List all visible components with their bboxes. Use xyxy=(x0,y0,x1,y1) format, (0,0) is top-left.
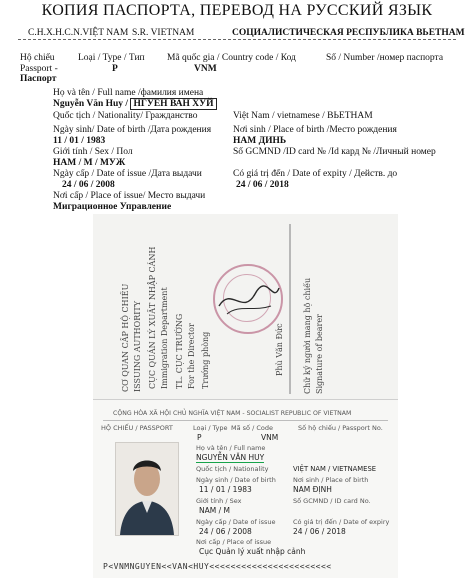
authority-text-2: ISSUING AUTHORITY xyxy=(133,300,142,392)
pob-value: НАМ ДИНЬ xyxy=(233,136,287,146)
scan-number-label: Số hộ chiếu / Passport No. xyxy=(298,424,383,432)
scan-issue-place-value: Cục Quản lý xuất nhập cảnh xyxy=(199,547,306,556)
officer-name: Phù Văn Đức xyxy=(275,323,284,376)
scan-dob-value: 11 / 01 / 1983 xyxy=(199,485,252,494)
page-fold xyxy=(289,224,291,394)
type-label: Loại / Type / Тип xyxy=(78,53,145,63)
authority-text-5: TL. CỤC TRƯỞNG xyxy=(175,313,184,389)
country-code-value: VNM xyxy=(194,64,217,74)
scan-name-value: NGUYỄN VĂN HUY xyxy=(196,453,265,462)
full-name-russian: НГУЕН ВАН ХУЙ xyxy=(130,98,216,110)
issue-date-value: 24 / 06 / 2008 xyxy=(62,180,115,190)
scan-name-label: Họ và tên / Full name xyxy=(196,444,266,452)
mrz-line: P<VNMNGUYEN<<VAN<HUY<<<<<<<<<<<<<<<<<<<<<<< xyxy=(103,562,332,571)
scan-code-label: Mã số / Code xyxy=(231,424,273,432)
full-name-latin: Nguyễn Văn Huy xyxy=(53,99,124,109)
sex-label: Giới tính / Sex / Пол xyxy=(53,147,133,157)
nationality-value: Việt Nam / vietnamese / ВЬЕТНАМ xyxy=(233,111,373,121)
scan-sex-label: Giới tính / Sex xyxy=(196,497,242,505)
scan-nationality-value: VIỆT NAM / VIETNAMESE xyxy=(293,465,377,473)
header-right: СОЦИАЛИСТИЧЕСКАЯ РЕСПУБЛИКА ВЬЕТНАМ xyxy=(232,28,465,38)
header-divider xyxy=(18,39,456,40)
full-name-value xyxy=(53,99,217,110)
scan-passport-label: HỘ CHIẾU / PASSPORT xyxy=(101,424,173,432)
authority-text-6: For the Director xyxy=(187,323,196,389)
republic-header: CỘNG HÒA XÃ HỘI CHỦ NGHĨA VIỆT NAM - SOCIALIST REPUBLIC OF VIETNAM xyxy=(113,410,352,417)
dob-label: Ngày sinh/ Date of birth /Дата рождения xyxy=(53,125,212,135)
header-left: C.H.X.H.C.N.VIỆT NAM xyxy=(28,28,129,38)
full-name-label: Họ và tên / Full name /фамилия имена xyxy=(53,88,204,98)
bearer-signature-en: Signature of bearer xyxy=(315,314,324,394)
issue-place-value: Миграционное Управление xyxy=(53,202,172,212)
bearer-signature-vn: Chữ ký người mang hộ chiếu xyxy=(303,277,312,394)
scan-id-label: Số GCMND / ID card No. xyxy=(293,497,371,505)
scan-pob-label: Nơi sinh / Place of birth xyxy=(293,476,369,484)
country-code-label: Mã quốc gia / Country code / Код xyxy=(167,53,296,63)
nationality-label: Quốc tịch / Nationality/ Гражданство xyxy=(53,111,198,121)
id-card-label: Số GCMND /ID card № /Id кард № /Личный номер xyxy=(233,147,436,157)
passport-number-label: Số / Number /номер паспорта xyxy=(326,53,444,63)
scan-dob-label: Ngày sinh / Date of birth xyxy=(196,476,276,484)
scan-expiry-label: Có giá trị đến / Date of expiry xyxy=(293,518,390,526)
scan-issue-label: Ngày cấp / Date of issue xyxy=(196,518,276,526)
issue-date-label: Ngày cấp / Date of issue /Дата выдачи xyxy=(53,169,202,179)
passport-label-vn: Hộ chiếu xyxy=(20,53,55,63)
scan-type-label: Loại / Type xyxy=(193,424,228,432)
holder-photo xyxy=(115,442,179,536)
full-name-separator: / xyxy=(125,99,129,109)
authority-text-4: Immigration Department xyxy=(160,287,169,389)
header-middle: S.R. VIETNAM xyxy=(132,28,195,38)
document-title: КОПИЯ ПАСПОРТА, ПЕРЕВОД НА РУССКИЙ ЯЗЫК xyxy=(41,2,433,19)
portrait-icon xyxy=(116,443,178,535)
authority-text-7: Trưởng phòng xyxy=(201,331,210,389)
scan-pob-value: NAM ĐỊNH xyxy=(293,485,332,494)
authority-text-1: CƠ QUAN CẤP HỘ CHIẾU xyxy=(121,283,130,392)
officer-signature xyxy=(213,276,283,326)
scan-sex-value: NAM / M xyxy=(199,506,230,515)
authority-text-3: CỤC QUẢN LÝ XUẤT NHẬP CẢNH xyxy=(148,246,157,389)
dob-value: 11 / 01 / 1983 xyxy=(53,136,106,146)
scan-issue-place-label: Nơi cấp / Place of issue xyxy=(196,538,272,546)
passport-label-en: Passport - xyxy=(20,64,58,74)
scan-type-value: P xyxy=(197,433,202,442)
expiry-date-label: Có giá trị đến / Date of expity / Действ. до xyxy=(233,169,398,179)
issue-place-label: Nơi cấp / Place of issue/ Место выдачи xyxy=(53,191,206,201)
expiry-date-value: 24 / 06 / 2018 xyxy=(236,180,289,190)
pob-label: Nơi sinh / Place of birth /Место рождения xyxy=(233,125,397,135)
sex-value: НАМ / М / МУЖ xyxy=(53,158,126,168)
type-value: P xyxy=(112,64,118,74)
passport-label-ru: Паспорт xyxy=(20,74,57,84)
scan-issue-value: 24 / 06 / 2008 xyxy=(199,527,252,536)
republic-divider xyxy=(103,420,388,421)
scan-code-value: VNM xyxy=(261,433,279,442)
scan-expiry-value: 24 / 06 / 2018 xyxy=(293,527,346,536)
passport-scan xyxy=(93,214,398,578)
scan-nationality-label: Quốc tịch / Nationality xyxy=(196,465,269,473)
